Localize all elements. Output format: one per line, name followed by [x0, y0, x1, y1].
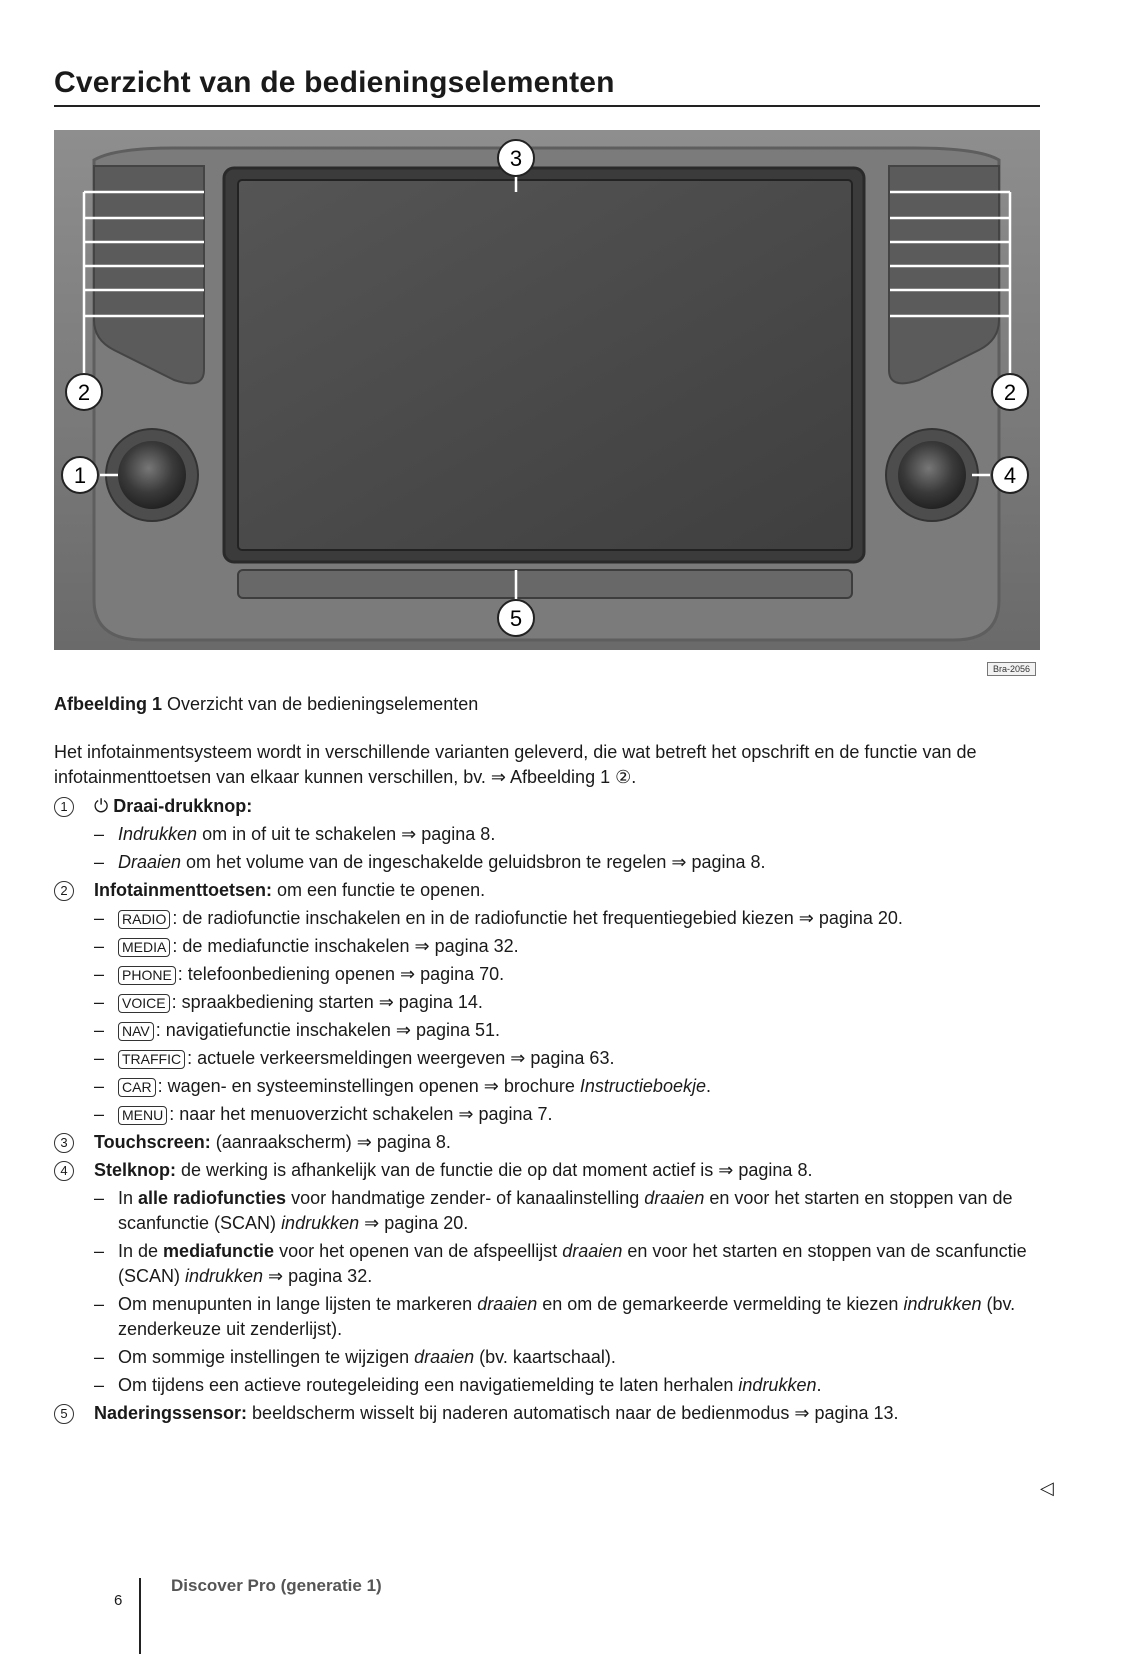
menu-key: MENU [118, 1106, 167, 1125]
item-number: 3 [54, 1133, 74, 1153]
list-item-5: 5 Naderingssensor: beeldscherm wisselt bij naderen automatisch naar de bedienmodus ⇒ pagina 13. [54, 1401, 1034, 1426]
footer-title: Discover Pro (generatie 1) [171, 1576, 382, 1595]
sub-item: – Draaien om het volume van de ingeschakelde geluidsbron te regelen ⇒ pagina 8. [94, 852, 766, 872]
list-item-2: 2 Infotainmenttoetsen: om een functie te openen. – RADIO : de radiofunctie inschakelen en in de radiofunctie het frequentiegebied kiezen ⇒ pagina 20. – MEDIA : de mediafunctie inschakelen ⇒ pagina 32. – PHONE : telefoonbediening openen ⇒ pagina 70. – VOICE : spraakbediening starten ⇒ pagina 14. – NAV : navigatiefunctie inschakelen ⇒ pagina 51. – TRAFFIC : actuele verkeersmeldingen weergeven ⇒ pagina 63. – CAR : wagen- en systeeminstellingen openen ⇒ brochure Instructieboekje. – MENU : naar het menuoverzicht schakelen ⇒ pagina 7. [54, 878, 1034, 1127]
sub-item-car: – CAR : wagen- en systeeminstellingen openen ⇒ brochure Instructieboekje. [94, 1076, 711, 1096]
page-number: 6 [114, 1592, 123, 1609]
media-key: MEDIA [118, 938, 170, 957]
infotainment-illustration [54, 130, 1040, 650]
list-item-1 [54, 794, 1034, 875]
callout-3 [498, 140, 534, 176]
sub-item: – Om sommige instellingen te wijzigen draaien (bv. kaartschaal). [94, 1347, 616, 1367]
page-title: Cverzicht van de bedieningselementen [54, 66, 615, 99]
item-label: Draai-drukknop: [113, 796, 253, 816]
sub-item-radio: – RADIO : de radiofunctie inschakelen en in de radiofunctie het frequentiegebied kiezen ⇒ pagina 20. [94, 908, 903, 928]
section-end-icon: ◁ [1040, 1478, 1054, 1498]
sub-item-voice: – VOICE : spraakbediening starten ⇒ pagina 14. [94, 992, 483, 1012]
figure-infotainment-unit [54, 130, 1040, 680]
svg-text:2: 2 [1003, 380, 1017, 405]
voice-key: VOICE [118, 994, 170, 1013]
item-number: 1 [54, 797, 74, 817]
caption-label: Afbeelding 1 [54, 694, 163, 714]
item-label: Infotainmenttoetsen: [94, 880, 272, 900]
traffic-key: TRAFFIC [118, 1050, 185, 1069]
item-number: 2 [54, 881, 74, 901]
nav-key: NAV [118, 1022, 154, 1041]
sub-item: – In de mediafunctie voor het openen van de afspeellijst draaien en voor het starten en stoppen van de scanfunctie (SCAN) indrukken ⇒ pagina 32. [94, 1241, 1027, 1286]
car-key: CAR [118, 1078, 156, 1097]
sub-item-nav: – NAV : navigatiefunctie inschakelen ⇒ pagina 51. [94, 1020, 501, 1040]
sub-item: – Om menupunten in lange lijsten te markeren draaien en om de gemarkeerde vermelding te kiezen indrukken (bv. zenderkeuze uit zenderlijst). [94, 1294, 1016, 1339]
list-item-3: 3 Touchscreen: (aanraakscherm) ⇒ pagina 8. [54, 1130, 1034, 1155]
callout-2-left [66, 374, 102, 410]
callout-4 [992, 457, 1028, 493]
phone-key: PHONE [118, 966, 176, 985]
sub-item: – Om tijdens een actieve routegeleiding een navigatiemelding te laten herhalen indrukken. [94, 1375, 822, 1395]
svg-text:2: 2 [77, 380, 91, 405]
item-label: Touchscreen: [94, 1132, 211, 1152]
svg-text:3: 3 [509, 146, 523, 171]
figure-code: Bra-2056 [987, 662, 1036, 676]
list-item-4: 4 Stelknop: de werking is afhankelijk van de functie die op dat moment actief is ⇒ pagina 8. – In alle radiofuncties voor handmatige zender- of kanaalinstelling draaien en voor het starten en stoppen van de scanfunctie (SCAN) indrukken ⇒ pagina 20. – In de mediafunctie voor het openen van de afspeellijst draaien en voor het starten en stoppen van de scanfunctie (SCAN) indrukken ⇒ pagina 32. – Om menupunten in lange lijsten te markeren draaien en om de gemarkeerde vermelding te kiezen indrukken (bv. zenderkeuze uit zenderlijst). – Om sommige instellingen te wijzigen draaien (bv. kaartschaal). – Om tijdens een actieve routegeleiding een navigatiemelding te laten herhalen indrukken. [54, 1158, 1034, 1398]
callout-5 [498, 600, 534, 636]
footer-divider [139, 1578, 141, 1654]
figure-caption [54, 694, 478, 715]
svg-text:5: 5 [509, 606, 523, 631]
sub-item-traffic: – TRAFFIC : actuele verkeersmeldingen weergeven ⇒ pagina 63. [94, 1048, 615, 1068]
sub-item: – Indrukken om in of uit te schakelen ⇒ pagina 8. [94, 824, 496, 844]
callout-2-right [992, 374, 1028, 410]
radio-key: RADIO [118, 910, 170, 929]
title-rule [54, 105, 1040, 107]
intro-paragraph: Het infotainmentsysteem wordt in verschillende varianten geleverd, die wat betreft het opschrift en de functie van de infotainmenttoetsen van elkaar kunnen verschillen, bv. ⇒ Afbeelding 1 ②. [54, 742, 977, 787]
svg-text:1: 1 [73, 463, 87, 488]
callout-1 [62, 457, 98, 493]
sub-item-menu: – MENU : naar het menuoverzicht schakelen ⇒ pagina 7. [94, 1104, 553, 1124]
control-list [54, 794, 1034, 1429]
item-label: Naderingssensor: [94, 1403, 248, 1423]
sub-item-media: – MEDIA : de mediafunctie inschakelen ⇒ pagina 32. [94, 936, 519, 956]
svg-text:4: 4 [1003, 463, 1017, 488]
item-number: 4 [54, 1161, 74, 1181]
power-icon: ⏻ [94, 796, 109, 816]
sub-item-phone: – PHONE : telefoonbediening openen ⇒ pagina 70. [94, 964, 505, 984]
item-number: 5 [54, 1404, 74, 1424]
sub-item: – In alle radiofuncties voor handmatige zender- of kanaalinstelling draaien en voor het starten en stoppen van de scanfunctie (SCAN) indrukken ⇒ pagina 20. [94, 1188, 1013, 1233]
item-label: Stelknop: [94, 1160, 177, 1180]
caption-text: Overzicht van de bedieningselementen [167, 694, 479, 714]
